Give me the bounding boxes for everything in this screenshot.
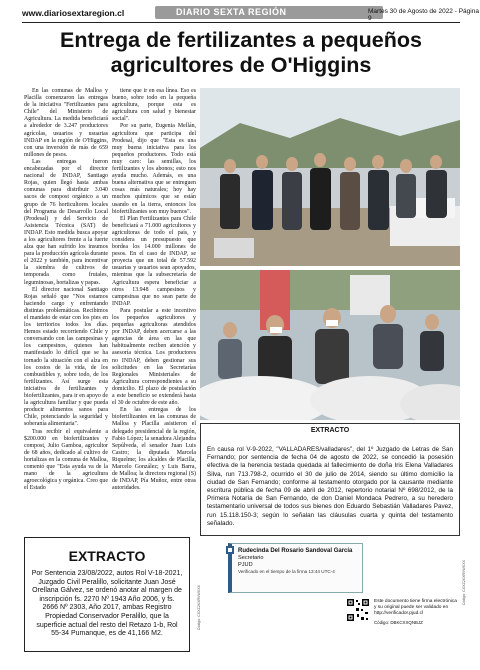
electronic-signature-block [228, 537, 458, 657]
paragraph: En las comunas de Malloa y Placilla comenzaron las entregas de la iniciativa "Fertilizantes para Chile" del Ministerio de Agricultura. La medida beneficiará a alrededor de 3.247 productores agrícolas, usuarios y usuarias INDAP en la región de O'Higgins, con una inversión de más de 659 millones de pesos. [24, 88, 108, 158]
paragraph: Por su parte, Eugenia Mellán, agricultora que participa del Prodesal, dijo que "Esta es una muy buena iniciativa para los pequeños productores. Todo está muy caro: las semillas, los fertilizantes y los abonos; esto nos ayuda mucho. Además, es una buena alternativa que se entreguen cosas más naturales; hoy hay muchos químicos que se están usando en la tierra, entonces los biofertilizantes son muy buenos". [112, 123, 196, 215]
header-divider [22, 22, 460, 23]
paragraph: Las entregas fueron encabezadas por el director nacional de INDAP, Santiago Rojas, quien llegó hasta ambas comunas para distribuir 3.040 sacos de compost orgánico a un grupo de 76 horticultores locales del Programa de Desarrollo Local (Prodesal) y del Servicio de Asistencia Técnica (SAT) de INDAP. Esto medida busca apoyar a los agricultores frente a la fuerte alza que han sufrido los insumos para la producción agrícola durante el 2022 y también, para incentivar la siembra de cultivos de temporada como frutales, leguminosas, hortalizas y papas. [24, 158, 108, 286]
article-column-2 [112, 88, 196, 492]
paragraph: Para postular a este incentivo los pequeños agricultores y pequeñas agricultoras atendidos por INDAP, deben acercarse a las agencias de área en las que habitualmente reciben atención y asesoría técnica. Los productores no INDAP, deben gestionar sus solicitudes en las Secretarías Regionales Ministeriales de Agricultura correspondientes a su domicilio. El plazo de postulación a este beneficio se extenderá hasta el 30 de octubre de este año. [112, 307, 196, 407]
photo-illustration [200, 270, 460, 420]
signer-org: PJUD [238, 562, 253, 568]
newspaper-name: DIARIO SEXTA REGIÓN [176, 7, 287, 17]
paragraph: El director nacional Santiago Rojas señaló que "Nos estamos haciendo cargo y enfrentando distintas problemáticas. Recibimos el mandato de estar con los pies en los territorios todos los días. Hemos estado recorriendo Chile y conversando con las campesinas y los campesinos, quienes han manifestado lo difícil que se ha tornado la situación con el alza en los costos de la vida, de los combustibles y, sobre todo, de los fertilizantes. Así surge esta iniciativa de fertilizantes y biofertilizantes, para ir en apoyo de la agricultura familiar y que pueda producir alimentos sanos para Chile, potenciando la seguridad y soberanía alimentaria". [24, 286, 108, 428]
signature-box [228, 543, 363, 593]
pjud-logo-icon [225, 545, 235, 555]
signer-name: Rudecinda Del Rosario Sandoval García [238, 548, 353, 554]
verification-note: Este documento tiene firma electrónica y su original puede ser validado en http://verificador.pjud.cl [374, 599, 457, 616]
site-url[interactable]: www.diariosextaregion.cl [22, 8, 125, 18]
signature-timestamp-note: Verificado en el tiempo de la firma 13:44 UTC-4 [238, 569, 335, 574]
notice-text: Por Sentencia 23/08/2022, autos Rol V-18-2021, Juzgado Civil Peralillo, solicitante Juan José Orellana Gálvez, se ordenó anotar al margen de inscripción fs. 2270 Nº 1943 Año 2006, y fs. 2666 Nº 2303, Año 2017, ambas Registro Propiedad Conservador Peralillo, que la superficie actual del resto del Retazo 1-b, Rol 55-34 Pumanque, es de 41,166 M2. [31, 570, 183, 638]
photo-compost-delivery [200, 270, 460, 420]
qr-code-icon[interactable] [346, 598, 370, 622]
notice-title: EXTRACTO [68, 548, 146, 564]
article-column-1 [24, 88, 108, 492]
photo-officials-group [200, 88, 460, 266]
paragraph: En las entregas de los biofertilizantes en las comunas de Malloa y Placilla asistieron el delegado presidencial de la región, Fabio López; la senadora Alejandra Sepúlveda, el senador Juan Luis Castro; la diputada Marcela Riquelme; los alcaldes de Placilla, Marcelo González; y Luis Barra, de Malloa; la directora regional (S) de INDAP, Pía Muñoz, entre otras autoridades. [112, 407, 196, 492]
paragraph: El Plan Fertilizantes para Chile beneficiará a 71.000 agricultores y agricultoras de todo el país, y considera un presupuesto que bordea los 14.000 millones de pesos. En el caso de INDAP, se proyecta que un total de 57.592 usuarias y usuarios sean apoyados, mientras que la subsecretaría de Agricultura espera beneficiar a otros 13.948 campesinos y campesinas que no sean parte de INDAP. [112, 215, 196, 307]
side-verification-code: Código: CXXZ2XXRVWXXX [462, 560, 466, 606]
paragraph: tiene que ir en esa línea. Eso es bueno, sobre todo en la pequeña agricultura, porque esta es agricultura con salud y bienestar social". [112, 88, 196, 123]
notice-title: EXTRACTO [310, 427, 350, 434]
issue-date: Martes 30 de Agosto de 2022 - Página 9 [368, 8, 479, 22]
legal-notice-extracto-1 [200, 423, 460, 536]
photo-illustration [200, 88, 460, 266]
headline: Entrega de fertilizantes a pequeños agricultores de O'Higgins [59, 28, 422, 77]
signer-role: Secretario [238, 555, 264, 561]
verification-code: Código: DBKCXXQNBJZ [374, 620, 423, 625]
legal-notice-extracto-2 [24, 537, 190, 652]
notice-text: En causa rol V-9-2022, "VALLADARES/valladares", del 1º Juzgado de Letras de San Fernando; por sentencia de fecha 04 de agosto de 2022, se concedió la posesión efectiva de la herencia testada quedada al fallecimiento de doña Iris Elena Valladares Silva, run 713.798-2, ocurrido el 30 de julio de 2014, siendo su último domicilio la ciudad de San Fernando; conforme al testamento otorgado por la causante mediante escritura pública de fecha 09 de abril de 2012, repertorio notarial Nº 698/2012, de la Primera Notaría de San Fernando, de don Daniel Mondaca Pedrero, a su heredero testamentario universal de todos sus bienes don Eduardo Sebastián Valladares Pavez, run 15.118.150-3; según lo señalan las cláusulas cuarta y quinta del testamento señalado. [207, 446, 453, 527]
paragraph: Tras recibir el equivalente a $200.000 en biofertilizantes y compost, Julio Gamboa, agricultor de 68 años, dedicado al cultivo de hortalizas en la comuna de Malloa, comentó que "Esta ayuda va de la mano de la agricultura agroecológica y orgánica. Creo que el Estado [24, 428, 108, 492]
side-verification-code: Código: CXXZ2XXRVWXXX [197, 585, 201, 631]
